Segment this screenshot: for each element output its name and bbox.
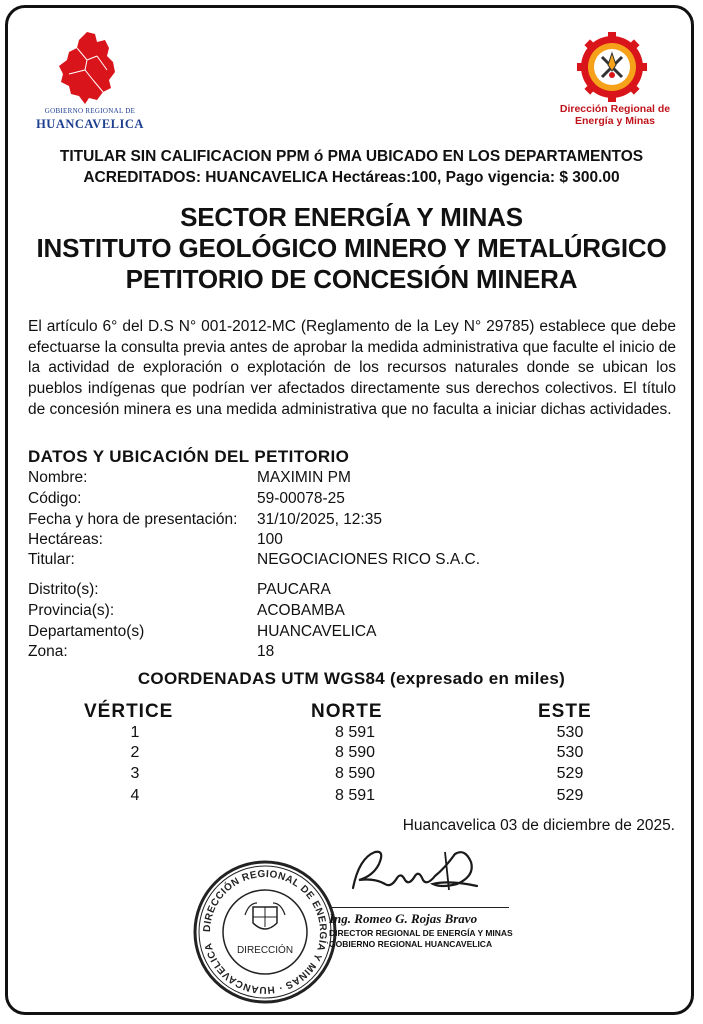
cell-norte: 8 591: [334, 724, 376, 741]
field-label: Nombre:: [28, 469, 88, 486]
stamp-center-text: DIRECCIÓN: [236, 945, 294, 956]
stamp-ring-text: DIRECCIÓN REGIONAL DE ENERGÍA Y MINAS · HUANCAVELICA: [201, 868, 329, 996]
field-value: NEGOCIACIONES RICO S.A.C.: [257, 551, 481, 568]
field-value: 18: [257, 643, 275, 660]
holder-qualification-note: [20, 146, 683, 188]
logo-caption: [540, 103, 690, 127]
column-header-este: ESTE: [538, 701, 592, 722]
logo-caption-line2: Energía y Minas: [575, 115, 655, 127]
field-value: MAXIMIN PM: [257, 469, 351, 486]
field-value: 31/10/2025, 12:35: [257, 511, 382, 528]
subhead-line1: TITULAR SIN CALIFICACION PPM ó PMA UBICADO EN LOS DEPARTAMENTOS: [59, 148, 644, 165]
cell-este: 530: [556, 724, 584, 741]
cell-este: 530: [556, 744, 584, 761]
legal-paragraph: El artículo 6° del D.S N° 001-2012-MC (Reglamento de la Ley N° 29785) establece que debe efectuarse la consulta previa antes de aprobar la medida administrativa que faculte el inicio de la actividad de exploración o explotación de los recursos naturales donde se ubican los pueblos indígenas que podrían ver afectados directamente sus derechos colectivos. El título de concesión minera es una medida administrativa que no faculta a iniciar dichas actividades.: [28, 318, 676, 418]
cell-vertice: 1: [130, 724, 140, 741]
cell-norte: 8 590: [334, 765, 376, 782]
cell-este: 529: [556, 787, 584, 804]
signatory-name: Ing. Romeo G. Rojas Bravo: [329, 911, 478, 926]
gear-emblem-icon: [577, 32, 647, 102]
direccion-regional-logo: [540, 32, 690, 132]
logo-caption-small: GOBIERNO REGIONAL DE: [44, 107, 136, 115]
page-title: [20, 202, 683, 295]
gobierno-regional-logo: [22, 30, 152, 130]
signatory-role-line2: GOBIERNO REGIONAL HUANCAVELICA: [329, 939, 493, 949]
cell-vertice: 3: [130, 765, 140, 782]
field-value: 59-00078-25: [257, 490, 345, 507]
coat-of-arms-icon: [245, 903, 285, 929]
field-label: Zona:: [28, 643, 68, 660]
field-value: HUANCAVELICA: [257, 623, 377, 640]
subhead-line2: ACREDITADOS: HUANCAVELICA Hectáreas:100, Pago vigencia: $ 300.00: [83, 169, 620, 186]
handwritten-signature: [345, 838, 485, 908]
cell-vertice: 4: [130, 787, 140, 804]
field-value: ACOBAMBA: [257, 602, 345, 619]
signatory-role-line1: DIRECTOR REGIONAL DE ENERGÍA Y MINAS: [329, 928, 513, 938]
field-label: Distrito(s):: [28, 581, 99, 598]
logo-caption-line1: Dirección Regional de: [559, 103, 671, 115]
title-line1: SECTOR ENERGÍA Y MINAS: [180, 202, 523, 232]
cell-norte: 8 591: [334, 787, 376, 804]
field-value: 100: [257, 531, 283, 548]
section-title-coordenadas: COORDENADAS UTM WGS84 (expresado en miles): [137, 669, 566, 688]
title-line2: INSTITUTO GEOLÓGICO MINERO Y METALÚRGICO: [36, 233, 667, 263]
field-label: Fecha y hora de presentación:: [28, 511, 238, 528]
field-label: Código:: [28, 490, 82, 507]
title-line3: PETITORIO DE CONCESIÓN MINERA: [125, 264, 578, 294]
field-label: Provincia(s):: [28, 602, 115, 619]
signatory-role: [329, 928, 519, 950]
cell-este: 529: [556, 765, 584, 782]
logo-caption-big: HUANCAVELICA: [36, 117, 144, 131]
svg-text:DIRECCIÓN REGIONAL DE ENERGÍA: [202, 869, 329, 995]
field-label: Titular:: [28, 551, 75, 568]
column-header-norte: NORTE: [311, 701, 383, 722]
cell-norte: 8 590: [334, 744, 376, 761]
official-stamp: [190, 857, 340, 1007]
cell-vertice: 2: [130, 744, 140, 761]
field-label: Departamento(s): [28, 623, 145, 640]
section-title-datos: DATOS Y UBICACIÓN DEL PETITORIO: [28, 447, 350, 466]
field-label: Hectáreas:: [28, 531, 103, 548]
huancavelica-map-icon: [57, 30, 119, 104]
column-header-vertice: VÉRTICE: [84, 701, 174, 722]
field-value: PAUCARA: [257, 581, 331, 598]
signature-line: [329, 907, 509, 908]
place-and-date: Huancavelica 03 de diciembre de 2025.: [402, 817, 675, 834]
